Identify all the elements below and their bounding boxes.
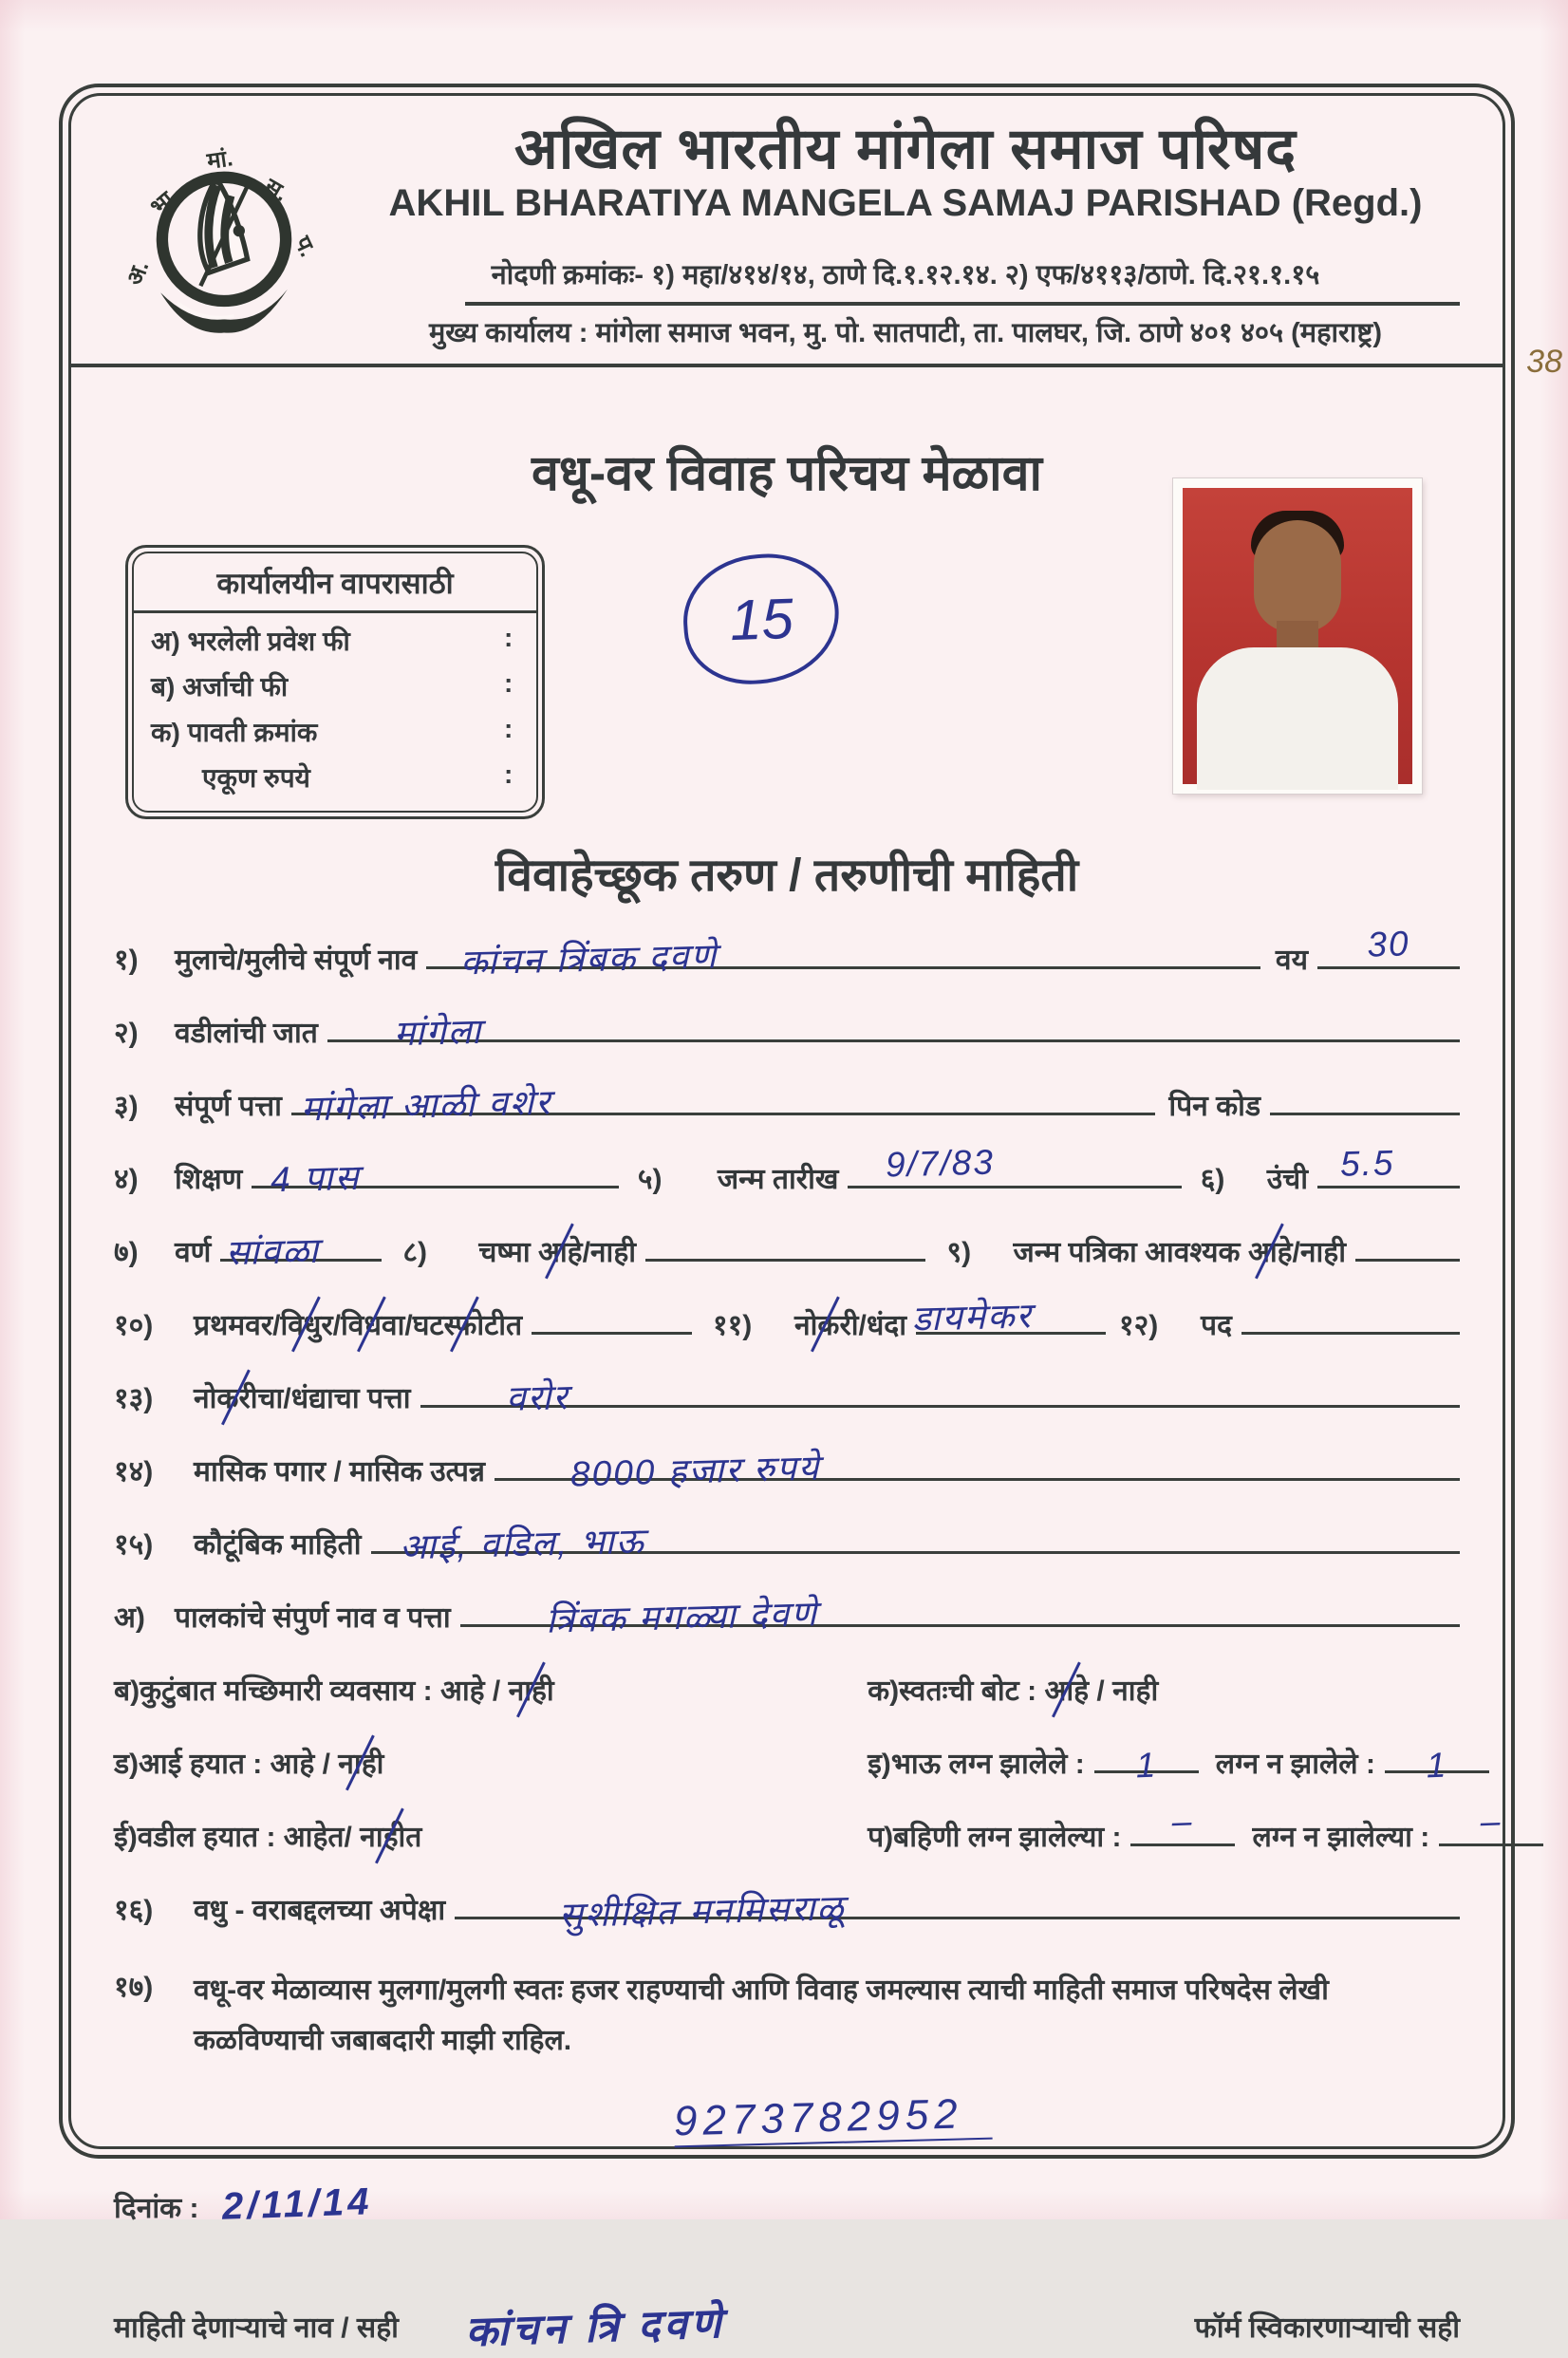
education-value: 4 पास <box>270 1157 362 1200</box>
margin-pen-note: 38 <box>1526 344 1562 380</box>
field-full-address: ३) संपूर्ण पत्ता मांगेला आळी वशेर पिन कोड <box>114 1085 1460 1124</box>
own-boat: क) स्वतःची बोट : आहे / नाही <box>868 1670 1460 1709</box>
sisters-unmarried-line <box>1439 1801 1543 1846</box>
age-line <box>1317 924 1460 969</box>
logo-letter-maa: मां. <box>205 145 235 175</box>
father-no-slashed: नाहीत <box>360 1816 421 1855</box>
horoscope-yes-slashed: आहे <box>1248 1231 1293 1270</box>
horoscope-line <box>1355 1259 1460 1262</box>
circled-entry-number: 15 <box>679 549 843 688</box>
org-name-english: AKHIL BHARATIYA MANGELA SAMAJ PARISHAD (Regd.) <box>388 182 1423 224</box>
expectations-value: सुशीक्षित मनमिसराळू <box>558 1888 847 1935</box>
field-expectations: १६) वधु - वराबद्दलच्या अपेक्षा सुशीक्षित मनमिसराळू <box>114 1889 1460 1928</box>
address-value: मांगेला आळी वशेर <box>300 1082 552 1129</box>
fishing-business: ब) कुटुंबात मच्छिमारी व्यवसाय : आहे / नाही <box>114 1670 868 1709</box>
sailboat-fish-emblem <box>140 162 308 343</box>
header <box>114 119 1460 422</box>
work-slashed: नोकरीचा <box>194 1377 283 1416</box>
field-complexion-specs-horoscope: ७) वर्ण सांवळा ८) चष्मा आहे/नाही ९) जन्म पत्रिका आवश्यक आहे/नाही <box>114 1231 1460 1270</box>
father-options: वडील हयात : आहेत/ नाहीत <box>138 1816 432 1855</box>
office-row-application-fee: ब) अर्जाची फी : <box>151 668 513 702</box>
divorced-slashed: घटस्फोटीत <box>413 1304 522 1343</box>
job-business-label: नोकरी/धंदा <box>794 1304 916 1343</box>
header-divider <box>465 302 1460 306</box>
header-text <box>351 119 1460 350</box>
form-inner-border <box>68 93 1505 2356</box>
brothers-married-line <box>1094 1745 1199 1786</box>
fishing-options: कुटुंबात मच्छिमारी व्यवसाय : आहे / नाही <box>140 1670 564 1709</box>
mother-no-slashed: नाही <box>338 1743 383 1782</box>
form-outer-border <box>59 84 1515 2356</box>
field-father-caste: २) वडीलांची जात मांगेला <box>114 1012 1460 1051</box>
income-value: 8000 हजार रुपये <box>569 1448 821 1494</box>
date-row <box>114 2180 1460 2228</box>
field-fishing-business-and-boat <box>114 1670 1460 1709</box>
receiver-signature-label: फॉर्म स्विकारणाऱ्याची सही <box>1194 2312 1460 2344</box>
age-value: 30 <box>1366 924 1411 964</box>
occupation-line <box>911 1296 1106 1338</box>
field-monthly-income: १४) मासिक पगार / मासिक उत्पन्न 8000 हजार रुपये <box>114 1450 1460 1489</box>
specs-options: चष्मा आहे/नाही <box>478 1231 645 1270</box>
logo-letter-a: अ. <box>121 257 155 290</box>
boat-yes-slashed: आहे <box>1044 1670 1089 1709</box>
brothers-unmarried-value: 1 <box>1425 1745 1448 1786</box>
marital-status-options: प्रथमवर/विधुर/विधवा/घटस्फोटीत <box>194 1304 532 1343</box>
logo-letter-pa: प. <box>289 233 321 261</box>
head-office-line: मुख्य कार्यालय : मांगेला समाज भवन, मु. पो. सातपाटी, ता. पालघर, जि. ठाणे ४०१ ४०५ (महाराष्ट्र) <box>428 318 1383 348</box>
specs-yes-slashed: आहे <box>538 1231 583 1270</box>
provider-signature-label: माहिती देणाऱ्याचे नाव / सही <box>114 2312 399 2344</box>
full-name-value: कांचन त्रिंबक दवणे <box>459 936 719 982</box>
sisters-married-value: – <box>1171 1801 1195 1842</box>
field-work-address: १३) नोकरीचा/धंद्याचा पत्ता वरोर <box>114 1377 1460 1416</box>
header-bottom-rule <box>71 364 1503 367</box>
provider-signature-value: कांचन त्रि दवणे <box>464 2299 726 2356</box>
brothers-married: इ) भाऊ लग्न झालेले : 1 लग्न न झालेले : 1 <box>868 1743 1489 1782</box>
section-title: विवाहेच्छूक तरुण / तरुणीची माहिती <box>495 851 1079 901</box>
office-row-entry-fee: अ) भरलेली प्रवेश फी : <box>151 623 513 656</box>
work-address-label: नोकरीचा/धंद्याचा पत्ता <box>194 1377 420 1416</box>
post-line <box>1241 1332 1460 1335</box>
field-father-alive-and-sisters <box>114 1801 1503 1855</box>
pin-code-line <box>1270 1113 1460 1115</box>
height-line <box>1317 1143 1460 1188</box>
sisters-married: प) बहिणी लग्न झालेल्या : – लग्न न झालेल्या : – <box>868 1816 1543 1855</box>
org-name-devanagari: अखिल भारतीय मांगेला समाज परिषद <box>513 117 1297 180</box>
income-line <box>495 1448 1460 1494</box>
applicant-photo-image <box>1183 488 1412 784</box>
father-caste-line <box>327 1011 1460 1054</box>
registration-line: नोदणी क्रमांकः- १) महा/४१४/१४, ठाणे दि.१.१२.१४. २) एफ/४११३/ठाणे. दि.२१.१.१५ <box>491 260 1320 290</box>
horoscope-options: जन्म पत्रिका आवश्यक आहे/नाही <box>1013 1231 1355 1270</box>
applicant-photo <box>1173 478 1422 794</box>
fishing-no-slashed: नाही <box>509 1670 554 1709</box>
field-mother-alive-and-brothers <box>114 1743 1460 1786</box>
family-info-value: आई, वडिल, भाऊ <box>399 1521 645 1567</box>
form-title: वधू-वर विवाह परिचय मेळावा <box>531 446 1043 501</box>
logo-letter-bha: भा. <box>145 182 184 221</box>
office-row-receipt-number: क) पावती क्रमांक : <box>151 714 513 747</box>
signature-row <box>114 2289 1460 2356</box>
dob-line <box>848 1142 1181 1188</box>
date-value: 2/11/14 <box>220 2180 373 2228</box>
brothers-married-value: 1 <box>1134 1745 1158 1786</box>
phone-number-handwritten: 9273782952 <box>673 2090 992 2148</box>
guardian-value: त्रिंबक मगळ्या देवणे <box>545 1594 819 1640</box>
sisters-married-line <box>1130 1801 1235 1846</box>
date-label: दिनांक : <box>114 2193 199 2224</box>
brothers-unmarried-line <box>1385 1745 1489 1786</box>
mother-options: आई हयात : आहे / नाही <box>139 1743 393 1782</box>
work-address-value: वरोर <box>505 1377 569 1418</box>
widower-slashed: विधुर <box>280 1304 332 1343</box>
office-box-title: कार्यालयीन वापरासाठी <box>134 563 536 613</box>
father-alive: ई) वडील हयात : आहेत/ नाहीत <box>114 1816 868 1855</box>
widow-slashed: विधवा <box>341 1304 404 1343</box>
logo-letter-sa: स. <box>260 173 292 207</box>
field-education-dob-height: ४) शिक्षण 4 पास ५) जन्म तारीख 9/7/83 ६) उंची 5.5 <box>114 1158 1460 1197</box>
office-use-box <box>125 545 545 819</box>
field-marital-status-occupation: १०) प्रथमवर/विधुर/विधवा/घटस्फोटीत ११) नोकरी/धंदा डायमेकर १२) पद <box>114 1304 1460 1343</box>
field-guardian-name-address: अ) पालकांचे संपुर्ण नाव व पत्ता त्रिंबक मगळ्या देवणे <box>114 1597 1460 1636</box>
boat-options: स्वतःची बोट : आहे / नाही <box>899 1670 1167 1709</box>
office-row-total-rupees: एकूण रुपये : <box>202 759 513 793</box>
field-full-name: १) मुलाचे/मुलीचे संपूर्ण नाव कांचन त्रिंबक दवणे वय 30 <box>114 939 1460 978</box>
education-line <box>252 1157 618 1200</box>
mother-alive: ड) आई हयात : आहे / नाही <box>114 1743 868 1782</box>
org-logo <box>123 136 323 354</box>
dob-value: 9/7/83 <box>885 1142 996 1185</box>
height-value: 5.5 <box>1339 1143 1395 1184</box>
complexion-line <box>220 1230 382 1273</box>
field-family-info: १५) कौटूंबिक माहिती आई, वडिल, भाऊ <box>114 1524 1460 1563</box>
complexion-value: सांवळा <box>225 1230 321 1273</box>
mid-band <box>114 505 1460 818</box>
father-caste-value: मांगेला <box>393 1011 483 1054</box>
work-address-line <box>420 1377 1461 1418</box>
marital-status-line <box>532 1332 692 1335</box>
specs-line <box>645 1259 925 1262</box>
field-declaration: १७) वधू-वर मेळाव्यास मुलगा/मुलगी स्वतः हजर राहण्याची आणि विवाह जमल्यास त्याची माहिती समाज परिषदेस लेखी कळविण्याची जबाबदारी माझी राहिल. <box>114 1966 1460 2066</box>
sisters-unmarried-value: – <box>1480 1801 1503 1842</box>
phone-line <box>673 2090 1460 2151</box>
declaration-text: वधू-वर मेळाव्यास मुलगा/मुलगी स्वतः हजर राहण्याची आणि विवाह जमल्यास त्याची माहिती समाज परिषदेस लेखी कळविण्याची जबाबदारी माझी राहिल. <box>194 1974 1329 2056</box>
occupation-value: डायमेकर <box>911 1296 1034 1338</box>
job-slashed: नोकरी <box>794 1304 859 1343</box>
